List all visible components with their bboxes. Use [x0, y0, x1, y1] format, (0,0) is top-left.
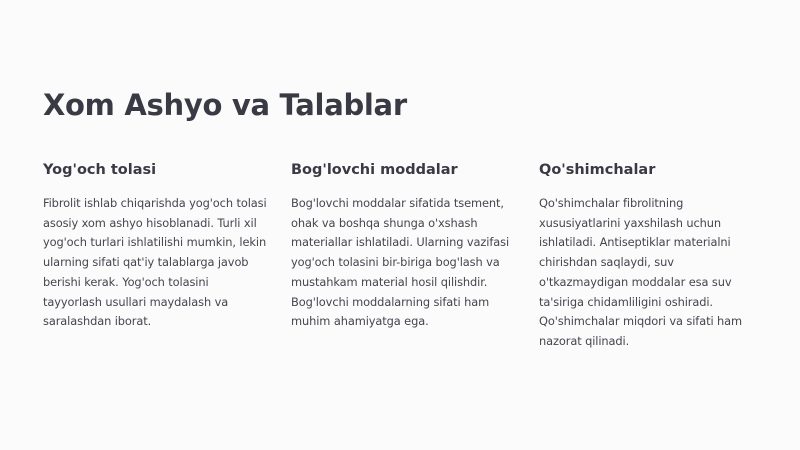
column-boglovchi-moddalar	[291, 160, 516, 332]
column-heading: Yog'och tolasi	[43, 162, 157, 178]
column-text: Fibrolit ishlab chiqarishda yog'och tolasi asosiy xom ashyo hisoblanadi. Turli xil yog'och turlari ishlatilishi mumkin, lekin ularning sifati qat'iy talablarga javob berishi kerak. Yog'och tolasini tayyorlash usullari maydalash va saralashdan iborat.	[43, 196, 267, 329]
column-text: Bog'lovchi moddalar sifatida tsement, ohak va boshqa shunga o'xshash materiallar ishlatiladi. Ularning vazifasi yog'och tolasini bir-biriga bog'lash va mustahkam material hosil qilishdir. Bog'lovchi moddalarning sifati ham muhim ahamiyatga ega.	[291, 196, 510, 329]
column-heading: Qo'shimchalar	[539, 162, 656, 178]
column-text: Qo'shimchalar fibrolitning xususiyatlarini yaxshilash uchun ishlatiladi. Antiseptiklar materialni chirishdan saqlaydi, suv o'tkazmaydigan moddalar esa suv ta'siriga chidamliligini oshiradi. Qo'shimchalar miqdori va sifati ham nazorat qilinadi.	[539, 196, 743, 348]
column-yogoch-tolasi	[43, 160, 268, 332]
column-qoshimchalar	[539, 160, 764, 352]
slide-title: Xom Ashyo va Talablar	[43, 88, 407, 122]
column-heading: Bog'lovchi moddalar	[291, 162, 458, 178]
